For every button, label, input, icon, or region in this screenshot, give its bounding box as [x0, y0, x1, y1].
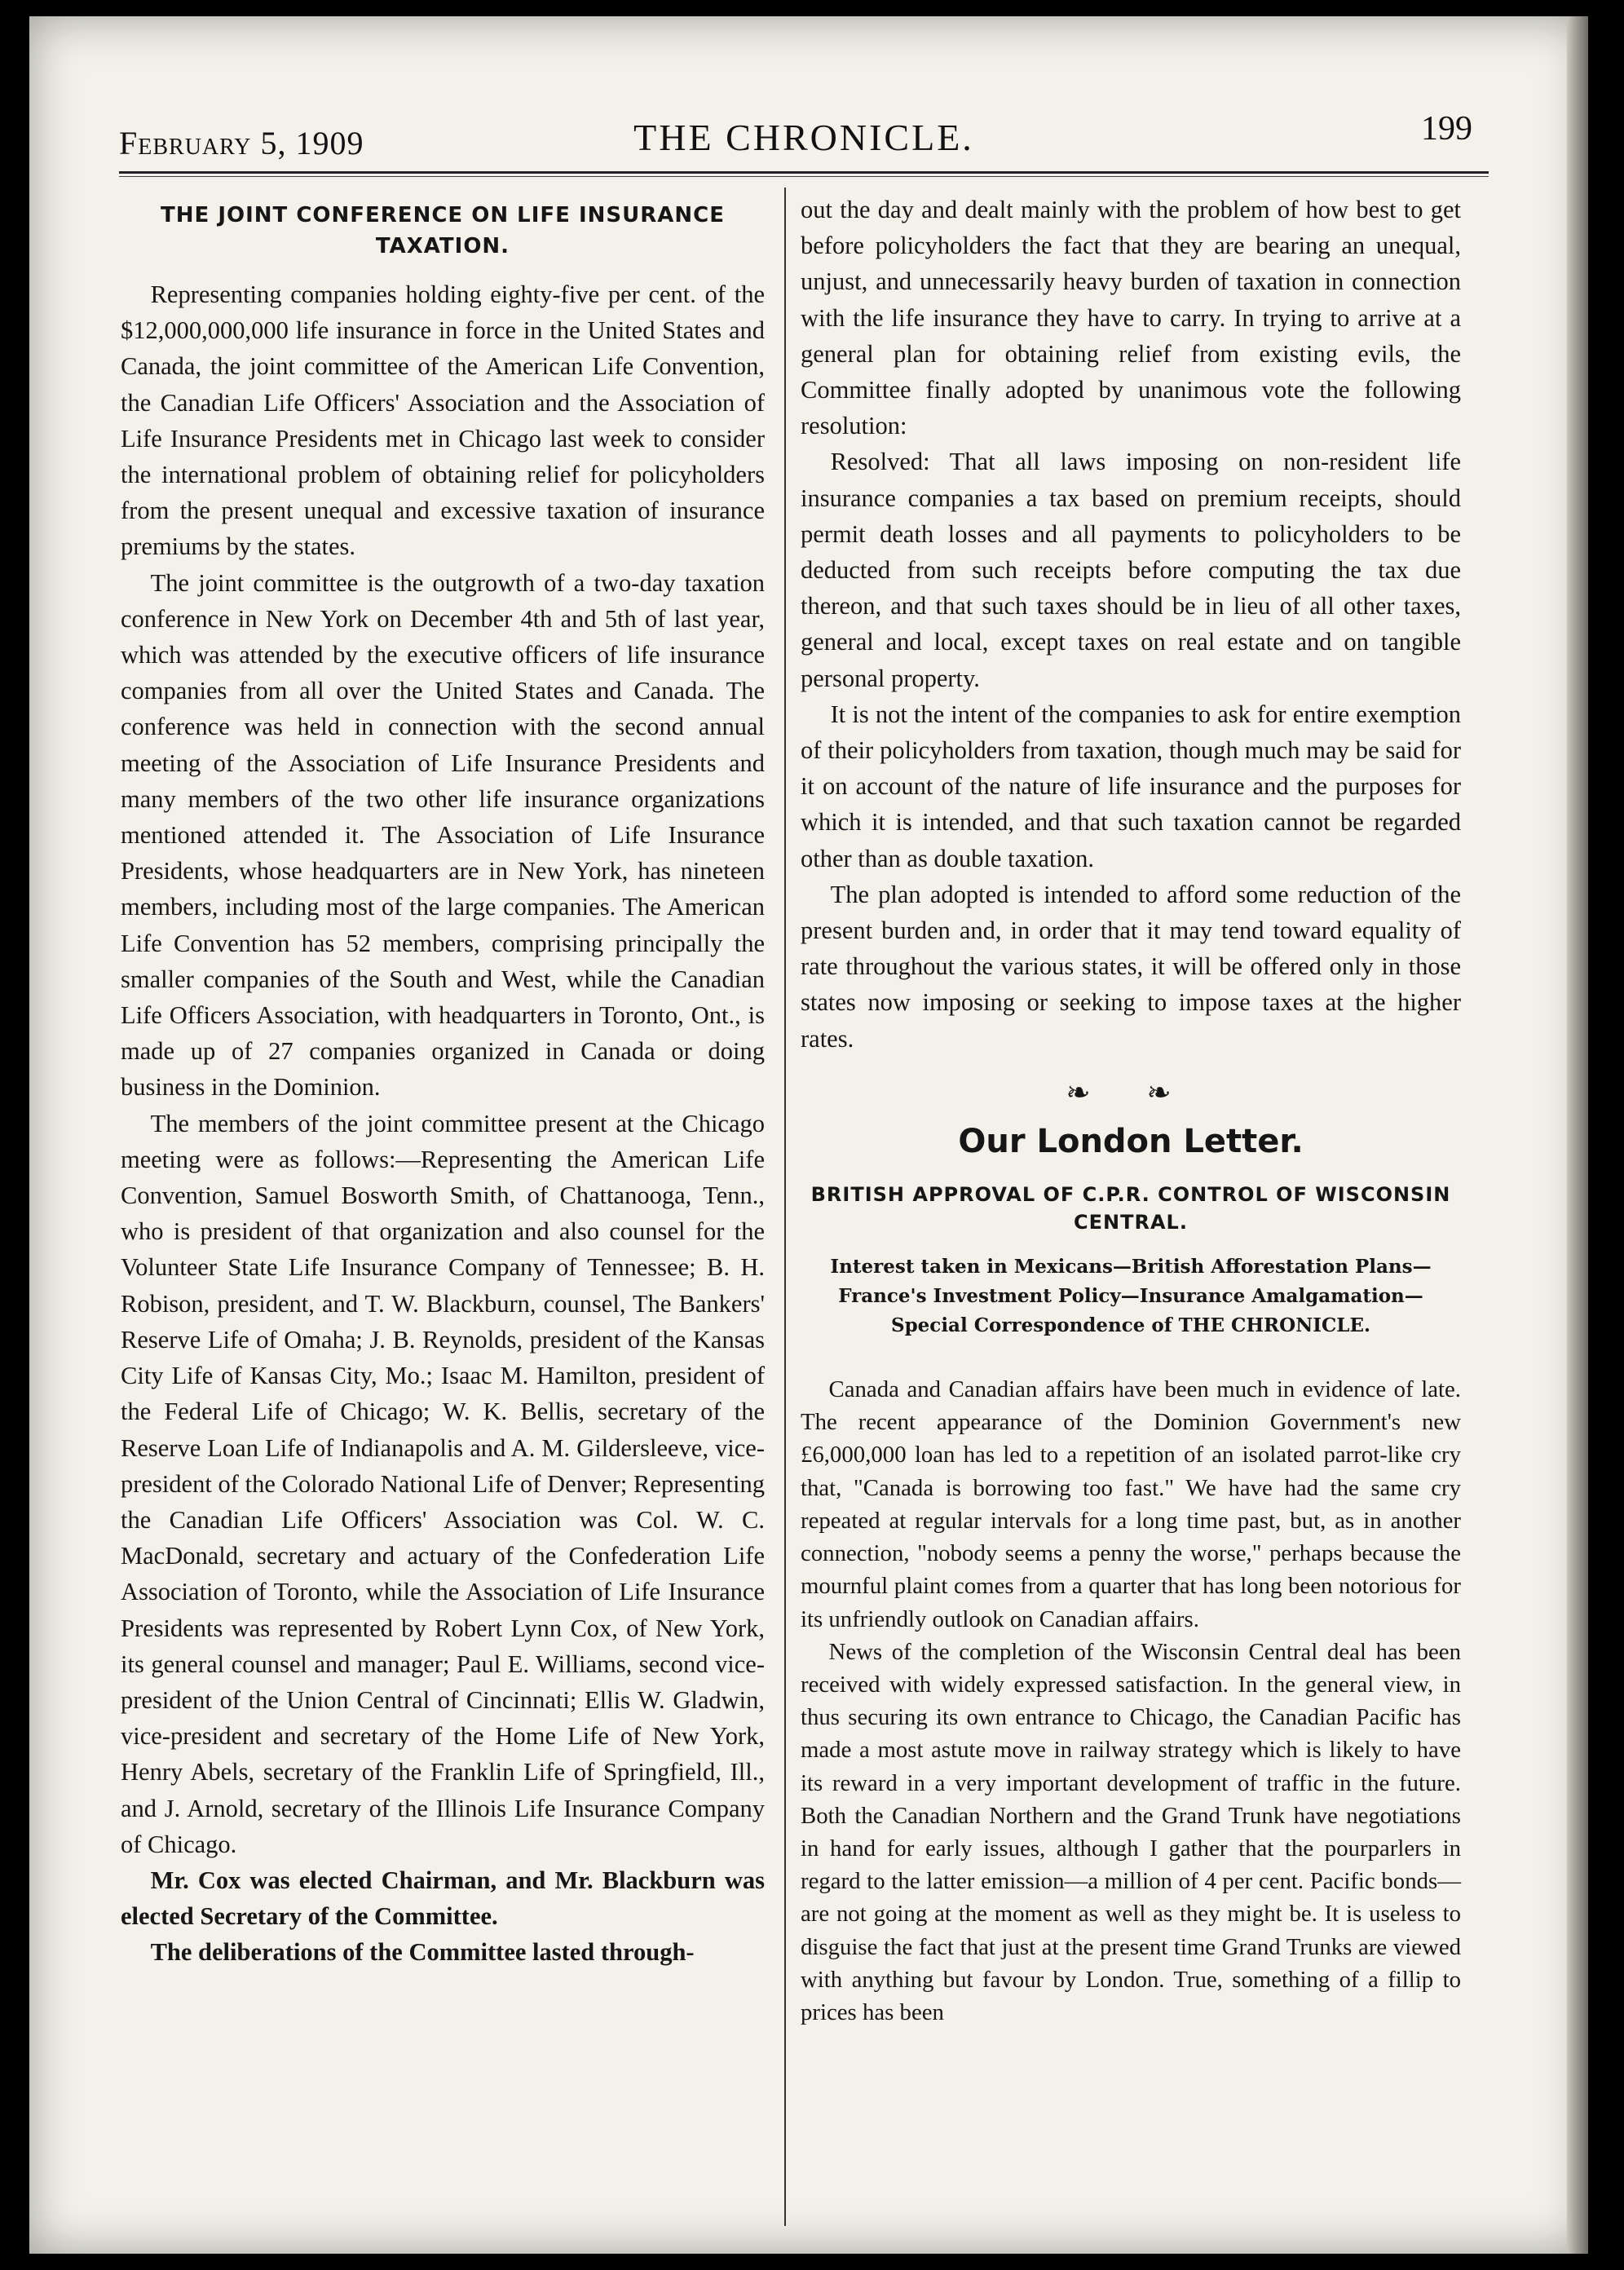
article-paragraph: The deliberations of the Committee lasted through-: [150, 1938, 695, 1967]
article-headline: THE JOINT CONFERENCE ON LIFE INSURANCE TAXATION.: [161, 203, 725, 258]
left-column: [121, 192, 765, 1971]
article-paragraph: The plan adopted is intended to afford some reduction of the present burden and, in order that it may tend toward equality of rate throughout the various states, it will be offered only in those states now imposing or seeking to impose taxes at the higher rates.: [801, 880, 1461, 1053]
london-letter-body: [801, 1373, 1461, 2029]
article-paragraph: It is not the intent of the companies to ask for entire exemption of their policyholders from taxation, though much may be said for it on account of the nature of life insurance and the purposes for which it is intended, and that such taxation cannot be regarded other than as double taxation.: [801, 700, 1461, 872]
article-paragraph: News of the completion of the Wisconsin Central deal has been received with widely expressed satisfaction. In the general view, in thus securing its own entrance to Chicago, the Canadian Pacific has made a most astute move in railway strategy which is likely to have its reward in a very important development of traffic in the future. Both the Canadian Northern and the Grand Trunk have negotiations in hand for early issues, although I gather that the pourparlers in regard to the latter emission—a million of 4 per cent. Pacific bonds—are not going at the moment as well as they might be. It is useless to disguise the fact that just at the present time Grand Trunks are viewed with anything but favour by London. True, something of a fillip to prices has been: [801, 1638, 1461, 2025]
article-paragraph: Resolved: That all laws imposing on non-resident life insurance companies a tax based on premium receipts, should permit death losses and all payments to policyholders to be deducted from such receipts before computing the tax due thereon, and that such taxes should be in lieu of all other taxes, general and local, except taxes on real estate and on tangible personal property.: [801, 448, 1461, 692]
article-paragraph: Representing companies holding eighty-five per cent. of the $12,000,000,000 life insurance in force in the United States and Canada, the joint committee of the American Life Convention, the Canadian Life Officers' Association and the Association of Life Insurance Presidents met in Chicago last week to consider the international problem of obtaining relief for policyholders from the present unequal and excessive taxation of insurance premiums by the states.: [121, 280, 765, 561]
article-paragraph: The members of the joint committee present at the Chicago meeting were as follows:—Representing the American Life Convention, Samuel Bosworth Smith, of Chattanooga, Tenn., who is president of that organization and also counsel for the Volunteer State Life Insurance Company of Tennessee; B. H. Robison, president, and T. W. Blackburn, counsel, The Bankers' Reserve Life of Omaha; J. B. Reynolds, president of the Kansas City Life of Kansas City, Mo.; Isaac M. Hamilton, president of the Federal Life of Chicago; W. K. Bellis, secretary of the Reserve Loan Life of Indianapolis and A. M. Gildersleeve, vice-president of the Colorado National Life of Denver; Representing the Canadian Life Officers' Association was Col. W. C. MacDonald, secretary and actuary of the Confederation Life Association of Toronto, while the Association of Life Insurance Presidents was represented by Robert Lynn Cox, of New York, its general counsel and manager; Paul E. Williams, second vice-president of the Union Central of Cincinnati; Ellis W. Gladwin, vice-president and secretary of the Home Life of New York, Henry Abels, secretary of the Franklin Life of Springfield, Ill., and J. Arnold, secretary of the Illinois Life Insurance Company of Chicago.: [121, 1109, 765, 1858]
article-paragraph: out the day and dealt mainly with the problem of how best to get before policyholders the fact that they are bearing an unequal, unjust, and unnecessarily heavy burden of taxation in connection with the life insurance they have to carry. In trying to arrive at a general plan for obtaining relief from existing evils, the Committee finally adopted by unanimous vote the following resolution:: [801, 196, 1461, 440]
header-date: February 5, 1909: [119, 125, 364, 161]
section-title: Our London Letter.: [958, 1123, 1304, 1161]
header-title: THE CHRONICLE.: [633, 117, 974, 158]
ornament-divider: ❧ ❧: [1066, 1075, 1196, 1109]
article-paragraph: The joint committee is the outgrowth of a two-day taxation conference in New York on December 4th and 5th of last year, which was attended by the executive officers of life insurance companies from all over the United States and Canada. The conference was held in connection with the second annual meeting of the Association of Life Insurance Presidents and many members of the two other life insurance organizations mentioned attended it. The Association of Life Insurance Presidents, whose headquarters are in New York, has nineteen members, including most of the large companies. The American Life Convention has 52 members, comprising principally the smaller companies of the South and West, while the Canadian Life Officers Association, with headquarters in Toronto, Ont., is made up of 27 companies organized in Canada or doing business in the Dominion.: [121, 568, 765, 1102]
page-header: [86, 106, 1521, 163]
article-paragraph: Mr. Cox was elected Chairman, and Mr. Blackburn was elected Secretary of the Committee.: [121, 1866, 765, 1931]
article-paragraph: Canada and Canadian affairs have been much in evidence of late. The recent appearance of the Dominion Government's new £6,000,000 loan has led to a repetition of an isolated parrot-like cry that, "Canada is borrowing too fast." We have had the same cry repeated at regular intervals for a long time past, but, as in another connection, "nobody seems a penny the worse," perhaps because the mournful plaint comes from a quarter that has long been notorious for its unfriendly outlook on Canadian affairs.: [801, 1376, 1461, 1632]
section-subhead: BRITISH APPROVAL OF C.P.R. CONTROL OF WISCONSIN CENTRAL.: [810, 1183, 1451, 1234]
right-column: [801, 192, 1461, 2029]
header-page-number: 199: [1421, 110, 1472, 148]
column-divider: [784, 188, 786, 2226]
header-rule: [119, 171, 1489, 177]
newspaper-page: [29, 16, 1588, 2254]
section-subsubhead: Interest taken in Mexicans—British Afforestation Plans—France's Investment Policy—Insurance Amalgamation—Special Correspondence of THE CHRONICLE.: [830, 1256, 1432, 1337]
page-edge: [1567, 16, 1588, 2254]
